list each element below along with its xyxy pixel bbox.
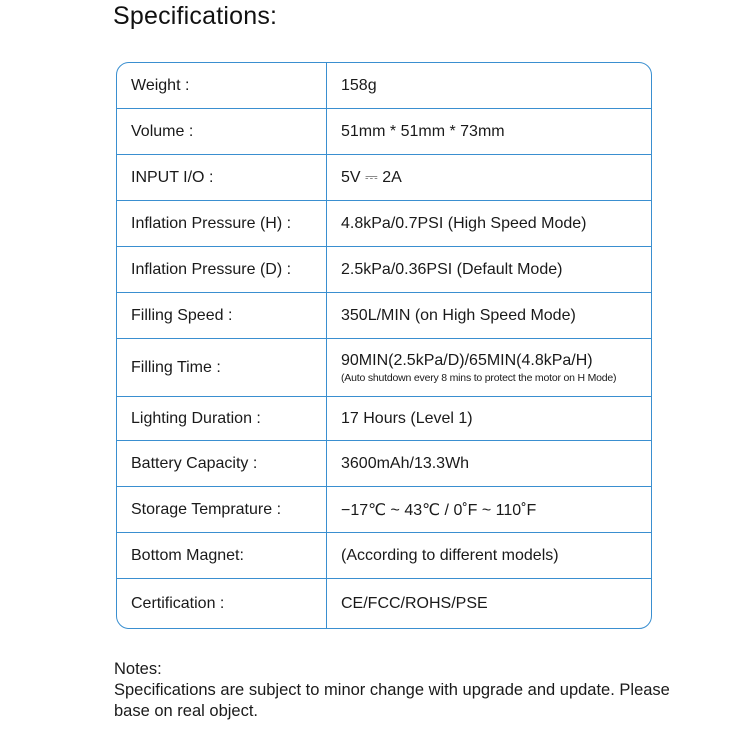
spec-label: Weight : bbox=[131, 76, 190, 94]
spec-label: Storage Temprature : bbox=[131, 500, 282, 518]
spec-label: Volume : bbox=[131, 122, 194, 140]
spec-row-battery-capacity bbox=[117, 441, 651, 487]
spec-label: Lighting Duration : bbox=[131, 409, 261, 427]
notes-heading: Notes: bbox=[114, 660, 162, 678]
spec-row-inflation-pressure-h bbox=[117, 201, 651, 247]
spec-value: 158g bbox=[341, 76, 377, 94]
spec-value: 2.5kPa/0.36PSI (Default Mode) bbox=[341, 260, 563, 278]
spec-label: Battery Capacity : bbox=[131, 454, 258, 472]
notes-text: Specifications are subject to minor change with upgrade and update. Please base on real object. bbox=[114, 681, 670, 720]
spec-row-storage-temperature bbox=[117, 487, 651, 533]
spec-row-lighting-duration bbox=[117, 397, 651, 441]
spec-row-bottom-magnet bbox=[117, 533, 651, 579]
specifications-table bbox=[116, 62, 652, 629]
spec-value: 3600mAh/13.3Wh bbox=[341, 454, 470, 472]
notes-section bbox=[114, 659, 674, 722]
spec-row-filling-speed bbox=[117, 293, 651, 339]
spec-row-volume bbox=[117, 109, 651, 155]
spec-value: 350L/MIN (on High Speed Mode) bbox=[341, 306, 576, 324]
page-title: Specifications: bbox=[113, 2, 278, 30]
spec-value: 5V ⎓ 2A bbox=[341, 168, 402, 186]
spec-label: Inflation Pressure (H) : bbox=[131, 214, 292, 232]
spec-row-weight bbox=[117, 63, 651, 109]
spec-value: CE/FCC/ROHS/PSE bbox=[341, 594, 488, 612]
spec-label: Inflation Pressure (D) : bbox=[131, 260, 292, 278]
spec-value: 4.8kPa/0.7PSI (High Speed Mode) bbox=[341, 214, 587, 232]
spec-value: 51mm * 51mm * 73mm bbox=[341, 122, 505, 140]
spec-label: Filling Time : bbox=[131, 358, 221, 376]
spec-label: INPUT I/O : bbox=[131, 168, 214, 186]
spec-label: Bottom Magnet: bbox=[131, 546, 244, 564]
spec-value: 90MIN(2.5kPa/D)/65MIN(4.8kPa/H) (Auto shutdown every 8 mins to protect the motor on H Mode) bbox=[341, 351, 617, 384]
spec-value: (According to different models) bbox=[341, 546, 559, 564]
spec-row-inflation-pressure-d bbox=[117, 247, 651, 293]
spec-value: −17℃ ~ 43℃ / 0˚F ~ 110˚F bbox=[341, 501, 537, 519]
spec-value: 17 Hours (Level 1) bbox=[341, 409, 473, 427]
spec-label: Certification : bbox=[131, 594, 225, 612]
spec-row-input bbox=[117, 155, 651, 201]
spec-note: (Auto shutdown every 8 mins to protect the motor on H Mode) bbox=[341, 371, 617, 384]
spec-row-certification bbox=[117, 579, 651, 628]
spec-label: Filling Speed : bbox=[131, 306, 233, 324]
spec-row-filling-time bbox=[117, 339, 651, 397]
